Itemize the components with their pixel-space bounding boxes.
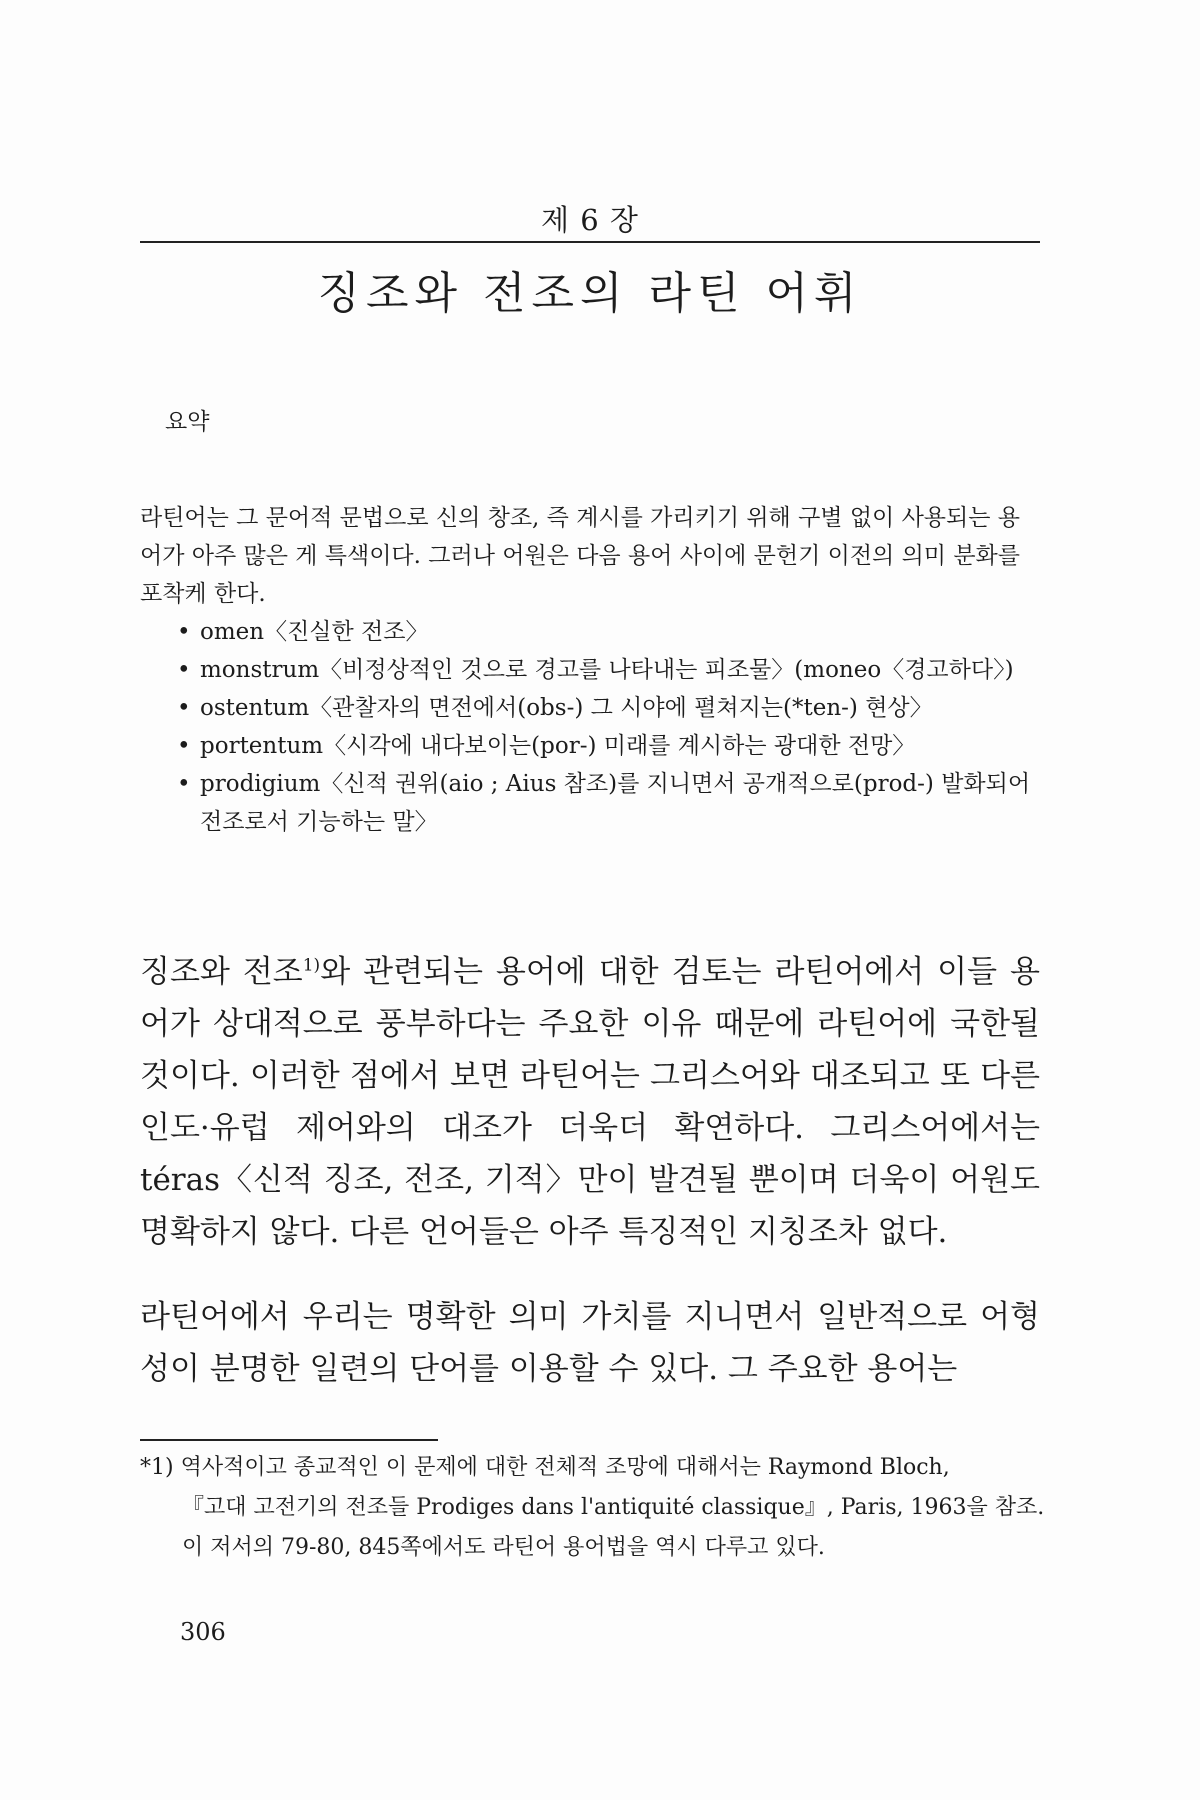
summary-item-text: prodigium〈신적 권위(aio ; Aius 참조)를 지니면서 공개적으로(prod-) 발화되어 전조로서 기능하는 말〉 xyxy=(200,771,1031,835)
chapter-title: 징조와 전조의 라틴 어휘 xyxy=(317,268,863,319)
summary-item-portentum xyxy=(140,727,1040,765)
summary-item-omen xyxy=(140,613,1040,651)
summary-item-text: omen〈진실한 전조〉 xyxy=(200,619,429,645)
body-paragraph-2: 라틴어에서 우리는 명확한 의미 가치를 지니면서 일반적으로 어형성이 분명한 일련의 단어를 이용할 수 있다. 그 주요한 용어는 xyxy=(140,1299,1040,1387)
paragraph-text: 와 관련되는 용어에 대한 검토는 라틴어에서 이들 용어가 상대적으로 풍부하다는 주요한 이유 때문에 라틴어에 국한될 것이다. 이러한 점에서 보면 라틴어는 그리스어와 대조되고 또 다른 인도·유럽 제어와의 대조가 더욱더 확연하다. 그리스어에서는 téras〈신적 징조, 전조, 기적〉만이 발견될 뿐이며 더욱이 어원도 명확하지 않다. 다른 언어들은 아주 특징적인 지칭조차 없다. xyxy=(140,954,1041,1250)
page-number: 306 xyxy=(180,1618,226,1646)
summary-item-prodigium xyxy=(140,765,1040,841)
summary-item-monstrum xyxy=(140,651,1040,689)
bullet-icon: • xyxy=(177,657,191,683)
summary-item-ostentum xyxy=(140,689,1040,727)
body-paragraph-1 xyxy=(140,946,1040,1258)
paragraph-lead: 징조와 전조 xyxy=(140,954,303,990)
summary-item-text: monstrum〈비정상적인 것으로 경고를 나타내는 피조물〉(moneo〈경고하다〉) xyxy=(200,657,1014,683)
footnote-divider xyxy=(140,1439,438,1441)
footnote-line: 『고대 고전기의 전조들 Prodiges dans l'antiquité classique』, Paris, 1963을 참조. xyxy=(182,1495,1045,1520)
summary-item-text: ostentum〈관찰자의 면전에서(obs-) 그 시야에 펼쳐지는(*ten-) 현상〉 xyxy=(200,695,933,721)
chapter-label: 제 6 장 xyxy=(541,203,639,237)
bullet-icon: • xyxy=(177,619,191,645)
title-divider xyxy=(140,241,1040,243)
footnote-line: 이 저서의 79-80, 845쪽에서도 라틴어 용어법을 역시 다루고 있다. xyxy=(182,1535,825,1560)
summary-list xyxy=(140,613,1040,841)
summary-intro: 라틴어는 그 문어적 문법으로 신의 창조, 즉 계시를 가리키기 위해 구별 없이 사용되는 용어가 아주 많은 게 특색이다. 그러나 어원은 다음 용어 사이에 문헌기 이전의 의미 분화를 포착케 한다. xyxy=(140,505,1020,607)
summary-heading: 요약 xyxy=(165,409,210,435)
footnote-line: *1) 역사적이고 종교적인 이 문제에 대한 전체적 조망에 대해서는 Raymond Bloch, xyxy=(140,1455,950,1480)
footnote xyxy=(140,1448,1045,1568)
footnote-reference: 1) xyxy=(302,955,321,976)
bullet-icon: • xyxy=(177,733,191,759)
bullet-icon: • xyxy=(177,771,191,797)
bullet-icon: • xyxy=(177,695,191,721)
summary-item-text: portentum〈시각에 내다보이는(por-) 미래를 계시하는 광대한 전망〉 xyxy=(200,733,916,759)
